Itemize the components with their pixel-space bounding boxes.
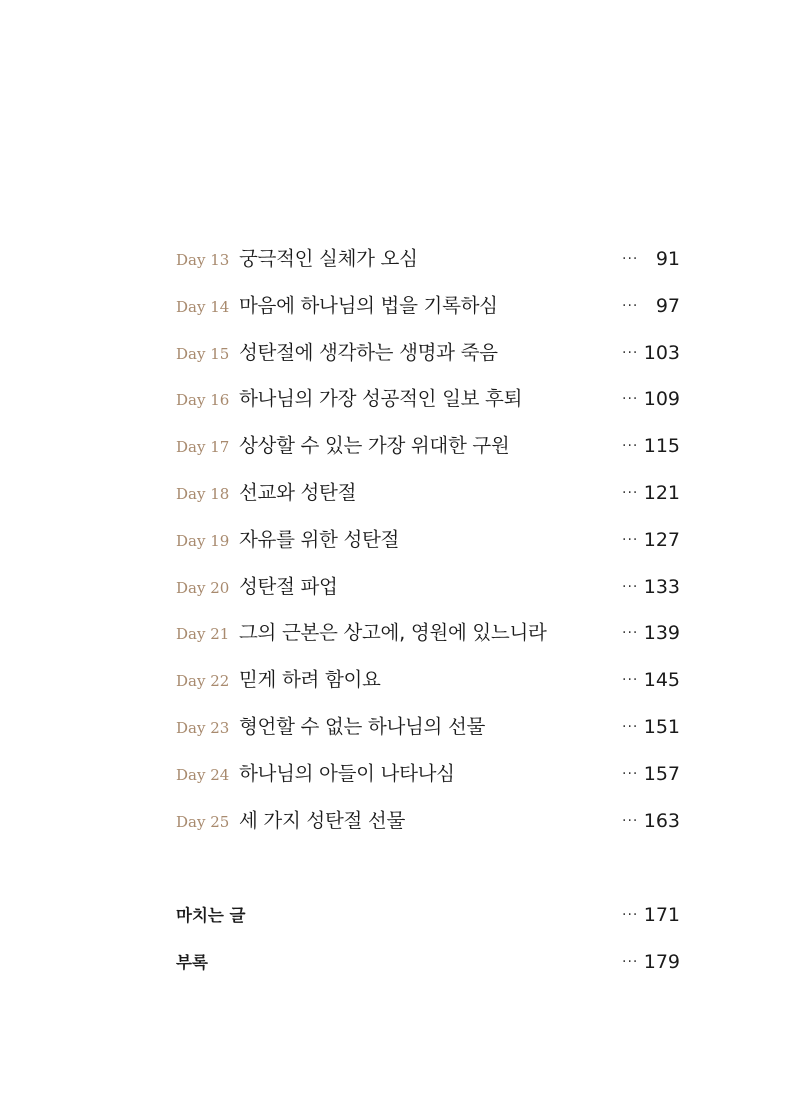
day-label: Day 25 (176, 812, 230, 831)
page-number: 157 (643, 762, 680, 785)
chapter-title: 하나님의 아들이 나타나심 (239, 761, 455, 785)
toc-entry-day-19[interactable] (176, 517, 680, 564)
day-label: Day 22 (176, 672, 230, 691)
chapter-title: 믿게 하려 함이요 (239, 668, 381, 692)
leader-dots: ··· (622, 578, 639, 595)
toc-entry-day-25[interactable] (176, 798, 680, 845)
day-label: Day 17 (176, 438, 230, 457)
chapter-title: 성탄절 파업 (239, 574, 338, 598)
chapter-title: 성탄절에 생각하는 생명과 죽음 (239, 340, 498, 364)
page-number: 139 (643, 622, 680, 645)
toc-entry-day-18[interactable] (176, 470, 680, 517)
day-label: Day 16 (176, 391, 230, 410)
leader-dots: ··· (622, 954, 639, 970)
page-number: 115 (643, 435, 680, 458)
toc-entry-day-23[interactable] (176, 704, 680, 751)
page-number: 121 (643, 481, 680, 504)
day-label: Day 21 (176, 625, 230, 644)
section-title: 마치는 글 (176, 906, 246, 925)
leader-dots: ··· (622, 438, 639, 455)
chapter-title: 하나님의 가장 성공적인 일보 후퇴 (239, 387, 523, 411)
toc-entry-day-17[interactable] (176, 423, 680, 470)
page-number: 171 (643, 904, 680, 926)
leader-dots: ··· (622, 344, 639, 361)
chapter-title: 그의 근본은 상고에, 영원에 있느니라 (239, 621, 547, 645)
back-matter-list (176, 892, 680, 986)
leader-dots: ··· (622, 625, 639, 642)
day-label: Day 20 (176, 578, 230, 597)
page-number: 103 (643, 341, 680, 364)
page-number: 179 (643, 951, 680, 973)
page-number: 133 (643, 575, 680, 598)
toc-entry-day-20[interactable] (176, 564, 680, 611)
leader-dots: ··· (622, 251, 639, 267)
page-number: 127 (643, 528, 680, 551)
toc-entry-day-14[interactable] (176, 283, 680, 330)
page-number: 109 (643, 388, 680, 411)
toc-entry-day-15[interactable] (176, 330, 680, 377)
chapter-title: 선교와 성탄절 (239, 480, 357, 504)
leader-dots: ··· (622, 672, 639, 689)
page-number: 97 (655, 294, 680, 317)
page-number: 91 (655, 248, 680, 270)
leader-dots: ··· (622, 765, 639, 782)
chapter-title: 형언할 수 없는 하나님의 선물 (239, 714, 486, 738)
table-of-contents (176, 236, 680, 844)
toc-entry-day-13[interactable] (176, 236, 680, 283)
leader-dots: ··· (622, 812, 639, 829)
page-number: 145 (643, 669, 680, 692)
toc-entry-closing[interactable] (176, 892, 680, 939)
day-label: Day 24 (176, 765, 230, 784)
leader-dots: ··· (622, 718, 639, 735)
day-label: Day 13 (176, 251, 230, 269)
toc-entry-day-16[interactable] (176, 376, 680, 423)
toc-entry-day-24[interactable] (176, 751, 680, 798)
chapter-title: 마음에 하나님의 법을 기록하심 (239, 293, 498, 317)
chapter-title: 세 가지 성탄절 선물 (239, 808, 405, 832)
leader-dots: ··· (622, 907, 639, 923)
day-label: Day 15 (176, 344, 230, 363)
chapter-title: 상상할 수 있는 가장 위대한 구원 (239, 434, 510, 458)
page-number: 163 (643, 809, 680, 832)
toc-entry-day-21[interactable] (176, 610, 680, 657)
toc-entry-appendix[interactable] (176, 939, 680, 986)
leader-dots: ··· (622, 391, 639, 408)
day-label: Day 14 (176, 297, 230, 316)
day-label: Day 23 (176, 718, 230, 737)
leader-dots: ··· (622, 297, 639, 314)
day-label: Day 19 (176, 531, 230, 550)
leader-dots: ··· (622, 531, 639, 548)
day-label: Day 18 (176, 484, 230, 503)
leader-dots: ··· (622, 484, 639, 501)
toc-entry-day-22[interactable] (176, 657, 680, 704)
chapter-title: 자유를 위한 성탄절 (239, 527, 400, 551)
page-number: 151 (643, 715, 680, 738)
chapter-title: 궁극적인 실체가 오심 (239, 247, 418, 270)
section-title: 부록 (176, 953, 208, 972)
